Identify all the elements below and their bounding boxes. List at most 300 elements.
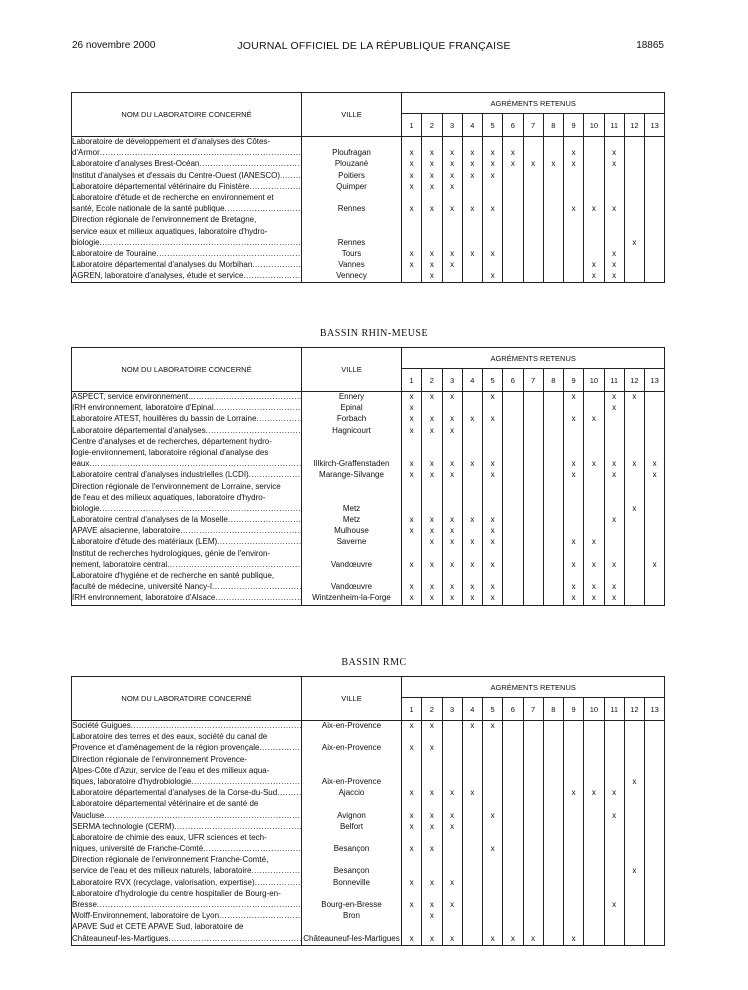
- lab-name-line: Laboratoire des terres et des eaux, société du canal de: [72, 732, 268, 742]
- leader-dots: [215, 593, 301, 604]
- empty-cell: [645, 911, 664, 922]
- empty-cell: [524, 537, 543, 548]
- page-number: 18865: [636, 40, 664, 51]
- agrement-number-header: 10: [584, 698, 604, 721]
- spacer: [302, 755, 401, 766]
- lab-name-line: [72, 392, 301, 403]
- approval-mark: x: [450, 148, 455, 158]
- empty-cell: [645, 414, 664, 425]
- approval-mark: x: [612, 459, 617, 469]
- spacer: [463, 799, 482, 810]
- spacer: [503, 482, 522, 493]
- agrement-column: [624, 392, 644, 606]
- leader-dots: [174, 822, 301, 833]
- agrement-number-header: 10: [584, 369, 604, 392]
- approval-mark: x: [409, 582, 414, 592]
- ville-column: [302, 392, 402, 606]
- spacer: [463, 855, 482, 866]
- lab-city: Bourg-en-Bresse: [321, 900, 382, 909]
- spacer: [564, 833, 583, 844]
- empty-cell: [524, 593, 543, 604]
- agrement-column: [523, 137, 543, 283]
- approval-mark: x: [612, 470, 617, 480]
- empty-cell: [625, 878, 644, 889]
- empty-cell: [503, 526, 522, 537]
- empty-cell: [645, 743, 664, 754]
- spacer: [584, 755, 603, 766]
- spacer: [443, 448, 462, 459]
- empty-cell: [524, 204, 543, 215]
- approval-mark: x: [429, 271, 434, 281]
- empty-cell: [605, 537, 624, 548]
- empty-cell: [483, 504, 502, 515]
- empty-cell: [544, 582, 563, 593]
- lab-name-text: d'Armor: [72, 148, 100, 158]
- spacer: [503, 766, 522, 777]
- spacer: [443, 137, 462, 148]
- empty-cell: [524, 238, 543, 249]
- spacer: [544, 766, 563, 777]
- empty-cell: [443, 721, 462, 732]
- lab-name-line: [72, 260, 301, 271]
- approval-mark: x: [551, 159, 556, 169]
- approval-mark: x: [510, 159, 515, 169]
- approval-mark: x: [409, 159, 414, 169]
- lab-name-text: Laboratoire départemental d'analyses de la Corse-du-Sud: [72, 788, 278, 798]
- empty-cell: [544, 392, 563, 403]
- empty-cell: [422, 866, 441, 877]
- empty-cell: [503, 249, 522, 260]
- leader-dots: [259, 743, 301, 754]
- empty-cell: [564, 721, 583, 732]
- spacer: [443, 482, 462, 493]
- spacer: [422, 193, 441, 204]
- spacer: [584, 799, 603, 810]
- leader-dots: [199, 159, 301, 170]
- empty-cell: [483, 788, 502, 799]
- empty-cell: [605, 911, 624, 922]
- empty-cell: [645, 537, 664, 548]
- spacer: [302, 922, 401, 933]
- empty-cell: [625, 593, 644, 604]
- empty-cell: [524, 148, 543, 159]
- empty-cell: [625, 537, 644, 548]
- empty-cell: [443, 504, 462, 515]
- lab-name-line: [72, 426, 301, 437]
- empty-cell: [625, 182, 644, 193]
- spacer: [625, 799, 644, 810]
- approval-mark: x: [429, 425, 434, 435]
- empty-cell: [483, 777, 502, 788]
- spacer: [483, 227, 502, 238]
- header-date: 26 novembre 2000: [72, 40, 156, 51]
- empty-cell: [524, 426, 543, 437]
- spacer: [503, 227, 522, 238]
- spacer: [503, 732, 522, 743]
- approval-mark: x: [612, 559, 617, 569]
- approval-mark: x: [490, 148, 495, 158]
- laboratory-table: [71, 676, 665, 946]
- agrement-number-header: 5: [483, 698, 503, 721]
- approval-mark: x: [429, 721, 434, 730]
- spacer: [503, 833, 522, 844]
- approval-mark: x: [571, 148, 576, 158]
- spacer: [645, 889, 664, 900]
- lab-name-text: APAVE alsacienne, laboratoire: [72, 526, 181, 536]
- lab-name-text: AGREN, laboratoire d'analyses, étude et service: [72, 271, 244, 281]
- lab-city: Ennery: [338, 392, 365, 401]
- lab-city: Plouzané: [334, 159, 369, 169]
- approval-mark: x: [409, 515, 414, 525]
- spacer: [605, 137, 624, 148]
- spacer: [524, 799, 543, 810]
- empty-cell: [645, 593, 664, 604]
- agrement-number-header: 6: [503, 698, 523, 721]
- approval-mark: x: [591, 559, 596, 569]
- empty-cell: [625, 844, 644, 855]
- lab-city: Châteauneuf-les-Martigues: [303, 933, 400, 943]
- empty-cell: [483, 238, 502, 249]
- laboratory-table: [71, 347, 665, 606]
- spacer: [402, 799, 421, 810]
- empty-cell: [544, 721, 563, 732]
- spacer: [402, 493, 421, 504]
- leader-dots: [188, 392, 301, 403]
- approval-mark: x: [591, 260, 596, 270]
- empty-cell: [483, 911, 502, 922]
- approval-mark: x: [571, 392, 576, 401]
- spacer: [605, 549, 624, 560]
- empty-cell: [483, 822, 502, 833]
- approval-mark: x: [450, 810, 455, 820]
- spacer: [584, 549, 603, 560]
- spacer: [503, 799, 522, 810]
- lab-name-text: SERMA technologie (CERM): [72, 821, 175, 831]
- lab-name-line: Laboratoire de développement et d'analyses des Côtes-: [72, 137, 271, 146]
- approval-mark: x: [490, 170, 495, 180]
- empty-cell: [544, 414, 563, 425]
- empty-cell: [605, 844, 624, 855]
- empty-cell: [524, 403, 543, 414]
- agrement-number-header: 11: [604, 369, 624, 392]
- empty-cell: [544, 470, 563, 481]
- lab-names-column: [72, 721, 302, 946]
- approval-mark: x: [429, 537, 434, 547]
- spacer: [463, 482, 482, 493]
- laboratory-table: [71, 92, 665, 283]
- empty-cell: [625, 811, 644, 822]
- spacer: [645, 493, 664, 504]
- approval-mark: x: [612, 392, 617, 401]
- lab-name-text: Laboratoire départemental d'analyses: [72, 425, 206, 435]
- empty-cell: [544, 560, 563, 571]
- approval-mark: x: [490, 515, 495, 525]
- empty-cell: [483, 426, 502, 437]
- empty-cell: [524, 182, 543, 193]
- approval-mark: x: [632, 237, 637, 247]
- empty-cell: [503, 743, 522, 754]
- spacer: [584, 448, 603, 459]
- approval-mark: x: [450, 877, 455, 887]
- spacer: [564, 215, 583, 226]
- agrement-number-header: 8: [543, 369, 563, 392]
- empty-cell: [645, 582, 664, 593]
- empty-cell: [645, 777, 664, 788]
- spacer: [645, 137, 664, 148]
- empty-cell: [503, 878, 522, 889]
- agrement-column: [402, 392, 422, 606]
- lab-name-line: [72, 777, 301, 788]
- spacer: [422, 732, 441, 743]
- spacer: [524, 549, 543, 560]
- approval-mark: x: [429, 459, 434, 469]
- empty-cell: [625, 204, 644, 215]
- spacer: [584, 437, 603, 448]
- empty-cell: [503, 271, 522, 282]
- lab-name-line: [72, 900, 301, 911]
- lab-name-line: [72, 934, 301, 945]
- empty-cell: [463, 822, 482, 833]
- approval-mark: x: [409, 933, 414, 943]
- spacer: [422, 227, 441, 238]
- empty-cell: [503, 171, 522, 182]
- spacer: [605, 922, 624, 933]
- approval-mark: x: [652, 559, 657, 569]
- agrement-number-header: 7: [523, 114, 543, 137]
- lab-city: Marange-Silvange: [319, 470, 384, 480]
- lab-name-line: [72, 182, 301, 193]
- approval-mark: x: [450, 248, 455, 258]
- empty-cell: [564, 900, 583, 911]
- empty-cell: [544, 271, 563, 282]
- approval-mark: x: [490, 526, 495, 536]
- lab-name-text: biologie: [72, 503, 100, 513]
- empty-cell: [625, 159, 644, 170]
- agrement-number-header: 11: [604, 114, 624, 137]
- lab-name-line: Laboratoire départemental vétérinaire et de santé de: [72, 799, 259, 809]
- lab-name-line: [72, 911, 301, 922]
- empty-cell: [503, 238, 522, 249]
- approval-mark: x: [490, 844, 495, 854]
- spacer: [402, 193, 421, 204]
- spacer: [625, 855, 644, 866]
- empty-cell: [483, 260, 502, 271]
- leader-dots: [225, 204, 301, 215]
- spacer: [524, 227, 543, 238]
- empty-cell: [584, 515, 603, 526]
- empty-cell: [524, 788, 543, 799]
- spacer: [564, 855, 583, 866]
- approval-mark: x: [409, 260, 414, 270]
- empty-cell: [645, 182, 664, 193]
- empty-cell: [645, 822, 664, 833]
- spacer: [625, 922, 644, 933]
- spacer: [605, 571, 624, 582]
- approval-mark: x: [450, 788, 455, 798]
- spacer: [402, 755, 421, 766]
- lab-city: Rennes: [337, 204, 366, 214]
- spacer: [483, 889, 502, 900]
- spacer: [483, 922, 502, 933]
- empty-cell: [463, 426, 482, 437]
- approval-mark: x: [450, 459, 455, 469]
- lab-name-text: Laboratoire d'étude des matériaux (LEM): [72, 537, 218, 547]
- empty-cell: [544, 171, 563, 182]
- column-header-ville: VILLE: [302, 677, 402, 721]
- empty-cell: [645, 392, 664, 403]
- spacer: [402, 766, 421, 777]
- agrement-column: [442, 721, 462, 946]
- empty-cell: [605, 822, 624, 833]
- spacer: [483, 137, 502, 148]
- spacer: [503, 549, 522, 560]
- spacer: [422, 799, 441, 810]
- agrement-column: [442, 137, 462, 283]
- spacer: [503, 493, 522, 504]
- empty-cell: [645, 159, 664, 170]
- approval-mark: x: [490, 593, 495, 603]
- lab-name-text: IRH environnement, laboratoire d'Epinal: [72, 403, 214, 413]
- empty-cell: [625, 822, 644, 833]
- empty-cell: [584, 171, 603, 182]
- empty-cell: [645, 844, 664, 855]
- lab-name-line: [72, 148, 301, 159]
- spacer: [483, 193, 502, 204]
- spacer: [443, 215, 462, 226]
- spacer: [483, 493, 502, 504]
- spacer: [564, 755, 583, 766]
- spacer: [645, 855, 664, 866]
- leader-dots: [243, 271, 301, 282]
- agrement-column: [645, 392, 665, 606]
- leader-dots: [100, 238, 301, 249]
- approval-mark: x: [450, 414, 455, 424]
- agrement-number-header: 10: [584, 114, 604, 137]
- empty-cell: [544, 526, 563, 537]
- approval-mark: x: [470, 204, 475, 214]
- empty-cell: [564, 844, 583, 855]
- column-header-name: NOM DU LABORATOIRE CONCERNÉ: [72, 348, 302, 392]
- empty-cell: [524, 866, 543, 877]
- lab-name-text: Laboratoire central d'analyses de la Moselle: [72, 515, 228, 525]
- approval-mark: x: [470, 515, 475, 525]
- column-header-name: NOM DU LABORATOIRE CONCERNÉ: [72, 677, 302, 721]
- agrement-number-header: 6: [503, 114, 523, 137]
- empty-cell: [645, 171, 664, 182]
- spacer: [463, 571, 482, 582]
- empty-cell: [605, 238, 624, 249]
- empty-cell: [544, 777, 563, 788]
- empty-cell: [645, 426, 664, 437]
- approval-mark: x: [591, 459, 596, 469]
- empty-cell: [443, 238, 462, 249]
- lab-name-text: ASPECT, service environnement: [72, 392, 189, 401]
- lab-name-text: niques, université de Franche-Comté: [72, 844, 204, 854]
- spacer: [402, 889, 421, 900]
- empty-cell: [483, 866, 502, 877]
- approval-mark: x: [571, 582, 576, 592]
- lab-name-line: logie-environnement, laboratoire régional d'analyse des: [72, 447, 269, 457]
- empty-cell: [625, 743, 644, 754]
- empty-cell: [544, 900, 563, 911]
- leader-dots: [100, 148, 301, 159]
- spacer: [402, 448, 421, 459]
- approval-mark: x: [429, 788, 434, 798]
- approval-mark: x: [409, 526, 414, 536]
- agrement-number-header: 2: [422, 698, 442, 721]
- spacer: [645, 766, 664, 777]
- basin-title: BASSIN RMC: [341, 657, 407, 668]
- spacer: [524, 193, 543, 204]
- empty-cell: [645, 403, 664, 414]
- empty-cell: [503, 459, 522, 470]
- empty-cell: [584, 426, 603, 437]
- approval-mark: x: [571, 933, 576, 943]
- agrement-column: [604, 721, 624, 946]
- spacer: [402, 437, 421, 448]
- agrement-column: [624, 137, 644, 283]
- spacer: [302, 227, 401, 238]
- approval-mark: x: [470, 159, 475, 169]
- lab-name-text: IRH environnement, laboratoire d'Alsace: [72, 593, 216, 603]
- column-header-ville: VILLE: [302, 348, 402, 392]
- empty-cell: [584, 911, 603, 922]
- empty-cell: [463, 844, 482, 855]
- empty-cell: [584, 526, 603, 537]
- empty-cell: [564, 403, 583, 414]
- empty-cell: [645, 204, 664, 215]
- spacer: [625, 227, 644, 238]
- empty-cell: [524, 171, 543, 182]
- approval-mark: x: [429, 821, 434, 831]
- spacer: [564, 437, 583, 448]
- leader-dots: [169, 934, 302, 945]
- approval-mark: x: [429, 204, 434, 214]
- leader-dots: [167, 560, 301, 571]
- lab-city: Poitiers: [338, 170, 365, 180]
- spacer: [302, 766, 401, 777]
- empty-cell: [645, 504, 664, 515]
- spacer: [422, 482, 441, 493]
- approval-mark: x: [429, 844, 434, 854]
- approval-mark: x: [490, 559, 495, 569]
- lab-name-line: [72, 844, 301, 855]
- spacer: [645, 193, 664, 204]
- spacer: [564, 137, 583, 148]
- approval-mark: x: [409, 821, 414, 831]
- empty-cell: [524, 560, 543, 571]
- empty-cell: [584, 470, 603, 481]
- empty-cell: [544, 403, 563, 414]
- lab-city: Besançon: [333, 866, 370, 876]
- lab-name-line: [72, 811, 301, 822]
- spacer: [605, 732, 624, 743]
- approval-mark: x: [470, 537, 475, 547]
- empty-cell: [463, 866, 482, 877]
- spacer: [443, 855, 462, 866]
- lab-city: Vandœuvre: [330, 559, 373, 569]
- approval-mark: x: [490, 414, 495, 424]
- spacer: [422, 448, 441, 459]
- empty-cell: [524, 249, 543, 260]
- empty-cell: [544, 182, 563, 193]
- spacer: [584, 227, 603, 238]
- empty-cell: [625, 414, 644, 425]
- spacer: [625, 889, 644, 900]
- empty-cell: [625, 470, 644, 481]
- spacer: [584, 732, 603, 743]
- lab-name-text: Laboratoire de Touraine: [72, 248, 157, 258]
